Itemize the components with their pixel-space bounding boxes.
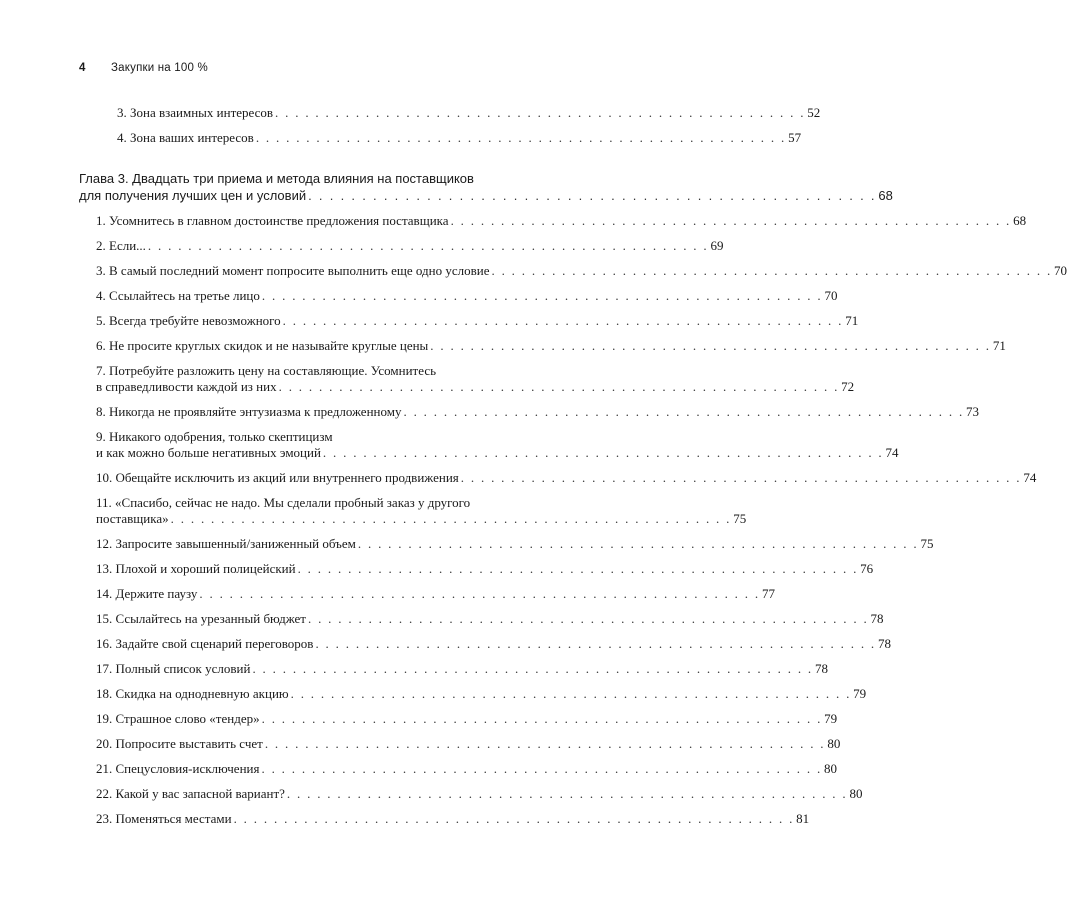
leader-dots: . . . . . . . . . . . . . . . . . . . . . . . . . . . . . . . . . . . . . . . . . . . . . . . . . . . . . . . .: [307, 611, 869, 626]
toc-entry-label: 8. Никогда не проявляйте энтузиазма к предложенному: [96, 404, 402, 419]
toc-entry[interactable]: [96, 238, 724, 254]
toc-entry-label: 16. Задайте свой сценарий переговоров: [96, 636, 314, 651]
leader-dots: . . . . . . . . . . . . . . . . . . . . . . . . . . . . . . . . . . . . . . . . . . . . . . . . . . . . . . . .: [252, 661, 813, 676]
leader-dots: . . . . . . . . . . . . . . . . . . . . . . . . . . . . . . . . . . . . . . . . . . . . . . . . . . . . . . . .: [286, 786, 848, 801]
running-head: [79, 62, 208, 74]
toc-entry[interactable]: [96, 761, 838, 777]
toc-entry[interactable]: [96, 338, 1006, 354]
toc-entry-page: 68: [1013, 213, 1027, 228]
chapter-title-line1: Глава 3. Двадцать три приема и метода влияния на поставщиков: [79, 171, 474, 186]
toc-entry-line1: 7. Потребуйте разложить цену на составляющие. Усомнитесь: [96, 363, 437, 378]
leader-dots: . . . . . . . . . . . . . . . . . . . . . . . . . . . . . . . . . . . . . . . . . . . . . . . . . . . . . . . .: [233, 811, 795, 826]
leader-dots: . . . . . . . . . . . . . . . . . . . . . . . . . . . . . . . . . . . . . . . . . . . . . . . . . . . . . . . .: [290, 686, 852, 701]
toc-entry[interactable]: [96, 661, 828, 677]
toc-entry[interactable]: [96, 536, 934, 552]
leader-dots: . . . . . . . . . . . . . . . . . . . . . . . . . . . . . . . . . . . . . . . . . . . . . . . . . . . . . . . .: [322, 445, 884, 460]
toc-entry-label: 4. Зона ваших интересов: [117, 130, 254, 145]
toc-entry-label: 23. Поменяться местами: [96, 811, 232, 826]
toc-entry-label: в справедливости каждой из них: [96, 379, 277, 394]
toc-entry-label: 2. Если...: [96, 238, 146, 253]
toc-entry-label: поставщика»: [96, 511, 169, 526]
toc-entry-page: 52: [807, 105, 821, 120]
toc-entry-page: 80: [824, 761, 838, 776]
leader-dots: . . . . . . . . . . . . . . . . . . . . . . . . . . . . . . . . . . . . . . . . . . . . . . . . . . . . . . . .: [261, 761, 823, 776]
toc-entry[interactable]: [96, 711, 838, 727]
toc-entry[interactable]: [96, 636, 891, 652]
toc-entry-label: и как можно больше негативных эмоций: [96, 445, 321, 460]
leader-dots: . . . . . . . . . . . . . . . . . . . . . . . . . . . . . . . . . . . . . . . . . . . . . . . . . . . . . . . .: [460, 470, 1022, 485]
leader-dots: . . . . . . . . . . . . . . . . . . . . . . . . . . . . . . . . . . . . . . . . . . . . . . . . . . . . . . . .: [278, 379, 840, 394]
toc-entry[interactable]: [96, 786, 863, 802]
toc-entry-line1: 9. Никакого одобрения, только скептицизм: [96, 429, 333, 444]
toc-entry-label: 14. Держите паузу: [96, 586, 198, 601]
toc-entry-page: 57: [788, 130, 802, 145]
leader-dots: . . . . . . . . . . . . . . . . . . . . . . . . . . . . . . . . . . . . . . . . . . . . . . . . . . . . . . . .: [297, 561, 859, 576]
toc-entry-page: 79: [853, 686, 867, 701]
toc-entry-page: 78: [870, 611, 884, 626]
toc-entry-label: 6. Не просите круглых скидок и не называйте круглые цены: [96, 338, 429, 353]
toc-entry-page: 76: [860, 561, 874, 576]
toc-entry-label: 22. Какой у вас запасной вариант?: [96, 786, 285, 801]
book-title: Закупки на 100 %: [111, 62, 208, 74]
toc-entry-page: 74: [885, 445, 899, 460]
toc-entry-page: 70: [824, 288, 838, 303]
toc-entry-label: 12. Запросите завышенный/заниженный объем: [96, 536, 356, 551]
toc-entry-line1: 11. «Спасибо, сейчас не надо. Мы сделали пробный заказ у другого: [96, 495, 471, 510]
toc-entry-page: 71: [845, 313, 859, 328]
toc-entry[interactable]: [96, 379, 855, 395]
toc-entry-page: 69: [710, 238, 724, 253]
toc-entry[interactable]: [96, 686, 867, 702]
toc-entry-label: 13. Плохой и хороший полицейский: [96, 561, 296, 576]
toc-entry[interactable]: [96, 263, 1067, 279]
toc-entry-label: 4. Ссылайтесь на третье лицо: [96, 288, 260, 303]
toc-entry-label: 17. Полный список условий: [96, 661, 251, 676]
toc-entry[interactable]: [96, 511, 747, 527]
toc-entry-page: 80: [827, 736, 841, 751]
toc-entry[interactable]: [96, 611, 884, 627]
toc-entry-label: 21. Спецусловия-исключения: [96, 761, 260, 776]
toc-entry-page: 79: [824, 711, 838, 726]
toc-entry-label: 3. В самый последний момент попросите выполнить еще одно условие: [96, 263, 490, 278]
toc-entry-label: 1. Усомнитесь в главном достоинстве предложения поставщика: [96, 213, 449, 228]
leader-dots: . . . . . . . . . . . . . . . . . . . . . . . . . . . . . . . . . . . . . . . . . . . . . . . . . . . . . . . .: [315, 636, 876, 651]
toc-entry-page: 70: [1054, 263, 1067, 278]
toc-entry[interactable]: [96, 736, 841, 752]
toc-entry-label: 19. Страшное слово «тендер»: [96, 711, 260, 726]
toc-entry-label: 3. Зона взаимных интересов: [117, 105, 274, 120]
leader-dots: . . . . . . . . . . . . . . . . . . . . . . . . . . . . . . . . . . . . . . . . . . . . . . . . . . . . .: [255, 130, 787, 145]
toc-entry-page: 78: [815, 661, 828, 676]
toc-entry[interactable]: [96, 470, 1037, 486]
toc-entry[interactable]: [96, 445, 899, 461]
leader-dots: . . . . . . . . . . . . . . . . . . . . . . . . . . . . . . . . . . . . . . . . . . . . . . . . . . . . . . . .: [357, 536, 919, 551]
toc-entry[interactable]: [96, 811, 810, 827]
toc-entry[interactable]: [96, 313, 859, 329]
toc-entry-label: 15. Ссылайтесь на урезанный бюджет: [96, 611, 306, 626]
toc-entry-page: 74: [1023, 470, 1037, 485]
toc-entry[interactable]: [96, 213, 1027, 229]
leader-dots: . . . . . . . . . . . . . . . . . . . . . . . . . . . . . . . . . . . . . . . . . . . . . . . . . . . . . . . .: [403, 404, 965, 419]
toc-entry-page: 77: [761, 586, 775, 601]
leader-dots: . . . . . . . . . . . . . . . . . . . . . . . . . . . . . . . . . . . . . . . . . . . . . . . . . . . . . . . .: [450, 213, 1012, 228]
leader-dots: . . . . . . . . . . . . . . . . . . . . . . . . . . . . . . . . . . . . . . . . . . . . . . . . . . . . . . . .: [261, 288, 823, 303]
page-number: 4: [79, 62, 86, 74]
chapter-page: 68: [878, 188, 893, 203]
chapter-entry[interactable]: [79, 188, 893, 204]
leader-dots: . . . . . . . . . . . . . . . . . . . . . . . . . . . . . . . . . . . . . . . . . . . . . . . . . . . . . . . .: [147, 238, 709, 253]
leader-dots: . . . . . . . . . . . . . . . . . . . . . . . . . . . . . . . . . . . . . . . . . . . . . . . . . . . . . . . .: [170, 511, 732, 526]
toc-entry-page: 80: [849, 786, 863, 801]
toc-entry[interactable]: [117, 105, 821, 121]
leader-dots: . . . . . . . . . . . . . . . . . . . . . . . . . . . . . . . . . . . . . . . . . . . . . . . . . . . . . . . .: [264, 736, 826, 751]
toc-entry[interactable]: [96, 288, 838, 304]
toc-entry-label: 18. Скидка на однодневную акцию: [96, 686, 289, 701]
toc-entry-page: 81: [796, 811, 810, 826]
toc-entry-page: 78: [878, 636, 891, 651]
toc-entry-label: 5. Всегда требуйте невозможного: [96, 313, 281, 328]
leader-dots: . . . . . . . . . . . . . . . . . . . . . . . . . . . . . . . . . . . . . . . . . . . . . . . . . . . . . . . .: [282, 313, 844, 328]
toc-entry-label: 20. Попросите выставить счет: [96, 736, 263, 751]
toc-entry[interactable]: [117, 130, 802, 146]
toc-entry-label: 10. Обещайте исключить из акций или внутреннего продвижения: [96, 470, 459, 485]
leader-dots: . . . . . . . . . . . . . . . . . . . . . . . . . . . . . . . . . . . . . . . . . . . . . . . . . . . . . . . .: [430, 338, 991, 353]
chapter-title-line2: для получения лучших цен и условий: [79, 188, 307, 203]
toc-entry-page: 72: [841, 379, 855, 394]
toc-entry-page: 75: [733, 511, 747, 526]
toc-entry[interactable]: [96, 404, 980, 420]
leader-dots: . . . . . . . . . . . . . . . . . . . . . . . . . . . . . . . . . . . . . . . . . . . . . . . . . . . . . . . .: [491, 263, 1053, 278]
toc-entry-page: 75: [920, 536, 934, 551]
toc-entry[interactable]: [96, 561, 874, 577]
leader-dots: . . . . . . . . . . . . . . . . . . . . . . . . . . . . . . . . . . . . . . . . . . . . . . . . . . . . . . . .: [199, 586, 760, 601]
toc-entry-page: 73: [966, 404, 980, 419]
toc-entry-page: 71: [992, 338, 1006, 353]
leader-dots: . . . . . . . . . . . . . . . . . . . . . . . . . . . . . . . . . . . . . . . . . . . . . . . . . . . . .: [308, 188, 877, 203]
leader-dots: . . . . . . . . . . . . . . . . . . . . . . . . . . . . . . . . . . . . . . . . . . . . . . . . . . . . . . . .: [261, 711, 823, 726]
toc-entry[interactable]: [96, 586, 775, 602]
leader-dots: . . . . . . . . . . . . . . . . . . . . . . . . . . . . . . . . . . . . . . . . . . . . . . . . . . . . .: [275, 105, 806, 120]
